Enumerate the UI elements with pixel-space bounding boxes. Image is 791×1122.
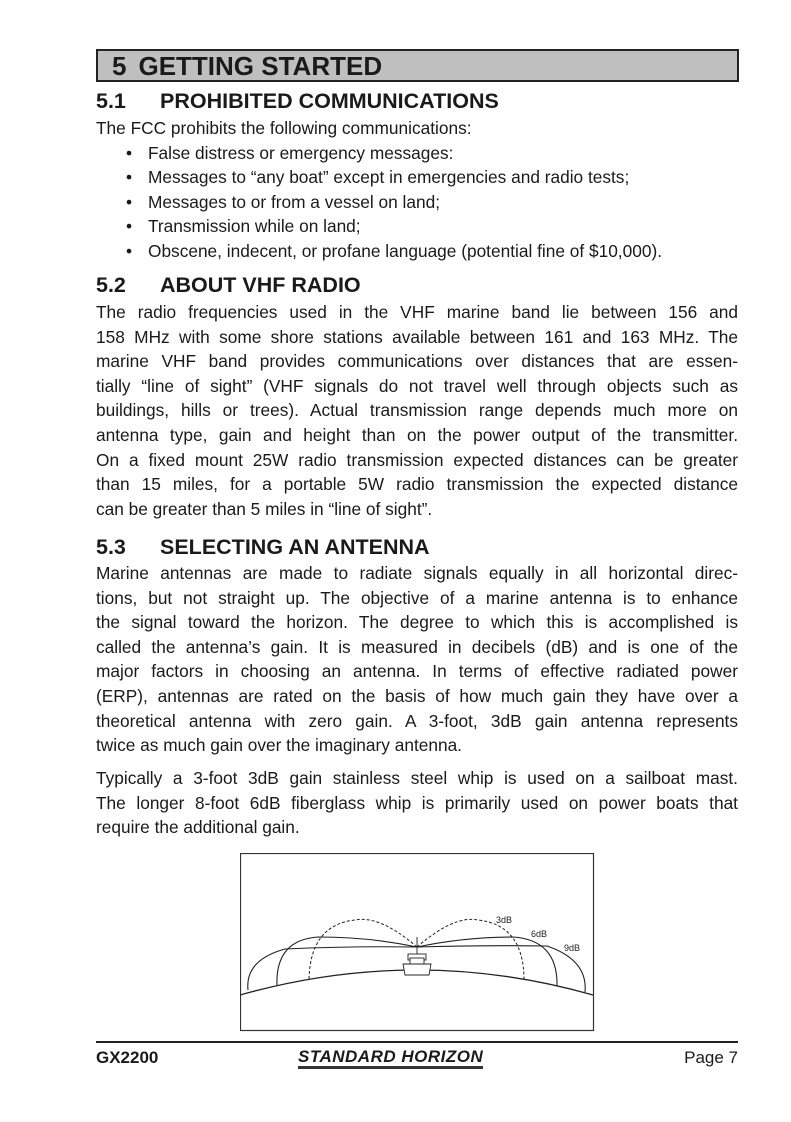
section-number: 5.3 — [96, 535, 126, 559]
chapter-title — [96, 49, 739, 82]
text-line: tions, but not straight up. The objective of a marine antenna is to enhance — [96, 587, 738, 608]
text-line: require the additional gain. — [96, 817, 300, 838]
text-line: theoretical antenna with zero gain. A 3-foot, 3dB gain antenna represents — [96, 710, 738, 731]
section-5-3-body — [96, 561, 738, 758]
bullet-item: • Transmission while on land; — [96, 214, 738, 239]
text-line: antenna type, gain and height than on the power output of the transmitter. — [96, 424, 738, 445]
text-line: than 15 miles, for a portable 5W radio transmission the expected distance — [96, 474, 738, 495]
bullet-item: • Obscene, indecent, or profane language (potential fine of $10,000). — [96, 239, 738, 264]
text-line: The longer 8-foot 6dB fiberglass whip is primarily used on power boats that — [96, 792, 738, 813]
section-title: ABOUT VHF RADIO — [160, 273, 361, 297]
section-number: 5.1 — [96, 89, 126, 113]
section-5-3-paragraph-2 — [96, 766, 738, 840]
text-line: (ERP), antennas are rated on the basis of how much gain they have over a — [96, 685, 738, 706]
text-line: major factors in choosing an antenna. In terms of effective radiated power — [96, 661, 738, 682]
text-line: can be greater than 5 miles in “line of sight”. — [96, 498, 433, 519]
text-line: 158 MHz with some shore stations available between 161 and 163 MHz. The — [96, 326, 738, 347]
section-5-1-body — [96, 116, 738, 264]
section-title: PROHIBITED COMMUNICATIONS — [160, 89, 499, 113]
page-footer — [96, 1041, 738, 1073]
section-5-2-body — [96, 300, 738, 521]
intro-text: The FCC prohibits the following communications: — [96, 118, 472, 138]
section-heading-5-2 — [96, 272, 738, 298]
brand-logo: STANDARD HORIZON — [298, 1048, 483, 1069]
text-line: The radio frequencies used in the VHF marine band lie between 156 and — [96, 302, 738, 322]
bullet-item: • Messages to or from a vessel on land; — [96, 190, 738, 215]
text-line: called the antenna’s gain. It is measured in decibels (dB) and is one of the — [96, 636, 738, 657]
antenna-gain-diagram — [240, 853, 595, 1033]
section-heading-5-3 — [96, 534, 738, 560]
chapter-title-text: GETTING STARTED — [138, 51, 383, 81]
section-title: SELECTING AN ANTENNA — [160, 535, 430, 559]
section-heading-5-1 — [96, 88, 738, 114]
text-line: twice as much gain over the imaginary antenna. — [96, 735, 462, 756]
text-line: marine VHF band provides communications over distances that are essen- — [96, 351, 738, 372]
section-number: 5.2 — [96, 273, 126, 297]
bullet-item: • False distress or emergency messages: — [96, 141, 738, 166]
bullet-item: • Messages to “any boat” except in emergencies and radio tests; — [96, 165, 738, 190]
label-6db: 6dB — [531, 929, 548, 939]
text-line: On a fixed mount 25W radio transmission expected distances can be greater — [96, 449, 738, 470]
label-3db: 3dB — [496, 915, 513, 925]
text-line: buildings, hills or trees). Actual transmission range depends much more on — [96, 400, 738, 421]
text-line: Marine antennas are made to radiate signals equally in all horizontal direc- — [96, 563, 738, 583]
page-number: Page 7 — [684, 1048, 738, 1067]
model-name: GX2200 — [96, 1048, 159, 1067]
text-line: tially “line of sight” (VHF signals do not travel well through objects such as — [96, 375, 738, 396]
text-line: the signal toward the horizon. The degree to which this is accomplished is — [96, 612, 738, 633]
text-line: Typically a 3-foot 3dB gain stainless steel whip is used on a sailboat mast. — [96, 768, 738, 788]
label-9db: 9dB — [564, 943, 581, 953]
chapter-number: 5 — [112, 51, 127, 81]
